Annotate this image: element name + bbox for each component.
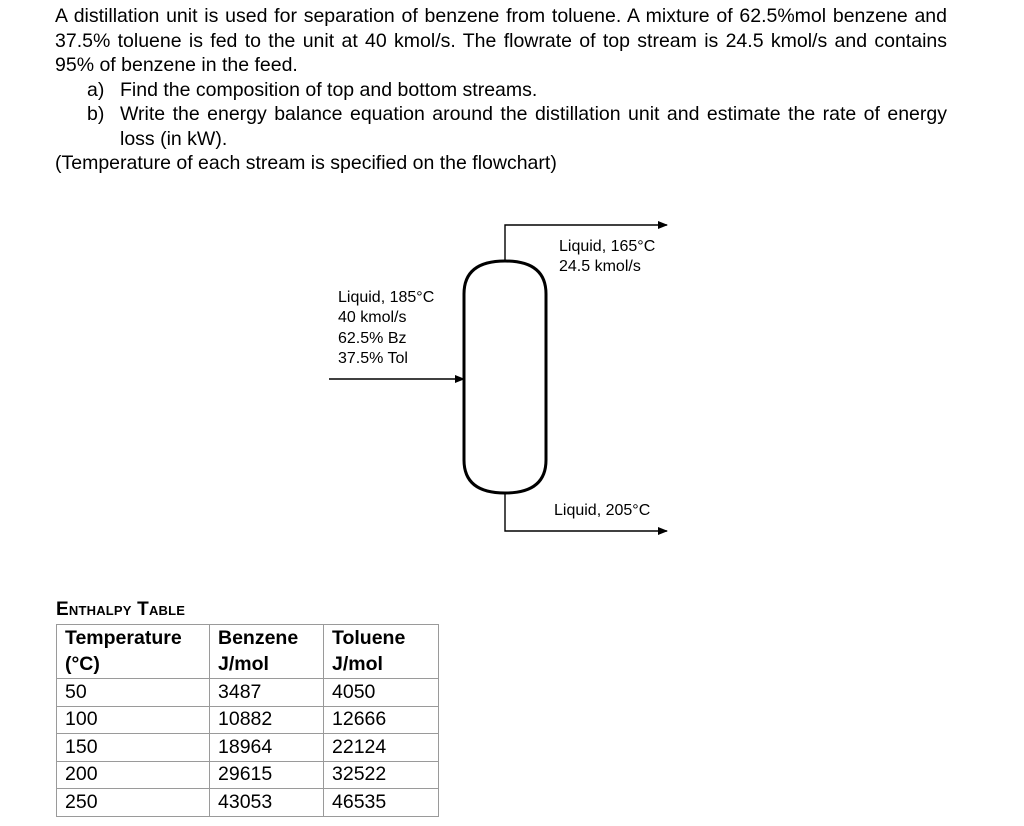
part-a-text: Find the composition of top and bottom streams. <box>120 78 538 101</box>
header-temperature: Temperature <box>57 625 210 652</box>
bottom-stream-arrow <box>505 493 667 531</box>
part-b-marker: b) <box>87 103 105 125</box>
problem-intro: A distillation unit is used for separation of benzene from toluene. A mixture of 62.5%mol benzene and 37.5% toluene is fed to the unit at 40 kmol/s. The flowrate of top stream is 24.5 kmol/s and contains 95% of benzene in the feed. <box>55 5 947 76</box>
table-unit-row <box>57 652 439 679</box>
distillation-column <box>464 261 546 493</box>
cell-toluene: 32522 <box>324 761 439 789</box>
cell-temperature: 150 <box>57 734 210 762</box>
header-toluene-unit: J/mol <box>324 652 439 679</box>
part-b-text: Write the energy balance equation around the distillation unit and estimate the rate of energy loss (in kW). <box>120 103 947 150</box>
header-temperature-unit: (°C) <box>57 652 210 679</box>
feed-label-line2: 40 kmol/s <box>338 309 407 326</box>
problem-part-b <box>87 102 947 151</box>
problem-part-a <box>87 78 947 103</box>
cell-temperature: 250 <box>57 789 210 817</box>
cell-toluene: 4050 <box>324 679 439 707</box>
problem-statement <box>55 4 947 176</box>
problem-note: (Temperature of each stream is specified on the flowchart) <box>55 152 557 174</box>
feed-label-line3: 62.5% Bz <box>338 330 407 347</box>
top-label-line2: 24.5 kmol/s <box>559 258 641 275</box>
top-stream-arrow <box>505 225 667 261</box>
cell-benzene: 29615 <box>210 761 324 789</box>
header-toluene: Toluene <box>324 625 439 652</box>
problem-parts <box>55 78 947 152</box>
bottom-label-line1: Liquid, 205°C <box>554 502 651 519</box>
cell-toluene: 22124 <box>324 734 439 762</box>
top-label-line1: Liquid, 165°C <box>559 238 656 255</box>
feed-label-line1: Liquid, 185°C <box>338 289 435 306</box>
cell-benzene: 43053 <box>210 789 324 817</box>
cell-temperature: 50 <box>57 679 210 707</box>
cell-benzene: 10882 <box>210 706 324 734</box>
cell-temperature: 200 <box>57 761 210 789</box>
table-row <box>57 789 439 817</box>
table-row <box>57 761 439 789</box>
header-benzene: Benzene <box>210 625 324 652</box>
part-a-marker: a) <box>87 78 105 101</box>
header-benzene-unit: J/mol <box>210 652 324 679</box>
table-row <box>57 734 439 762</box>
feed-label-line4: 37.5% Tol <box>338 350 408 367</box>
cell-toluene: 12666 <box>324 706 439 734</box>
table-header-row <box>57 625 439 652</box>
cell-toluene: 46535 <box>324 789 439 817</box>
table-row <box>57 679 439 707</box>
cell-temperature: 100 <box>57 706 210 734</box>
cell-benzene: 18964 <box>210 734 324 762</box>
enthalpy-table <box>56 624 439 817</box>
table-row <box>57 706 439 734</box>
cell-benzene: 3487 <box>210 679 324 707</box>
enthalpy-table-heading: Enthalpy Table <box>56 599 186 620</box>
